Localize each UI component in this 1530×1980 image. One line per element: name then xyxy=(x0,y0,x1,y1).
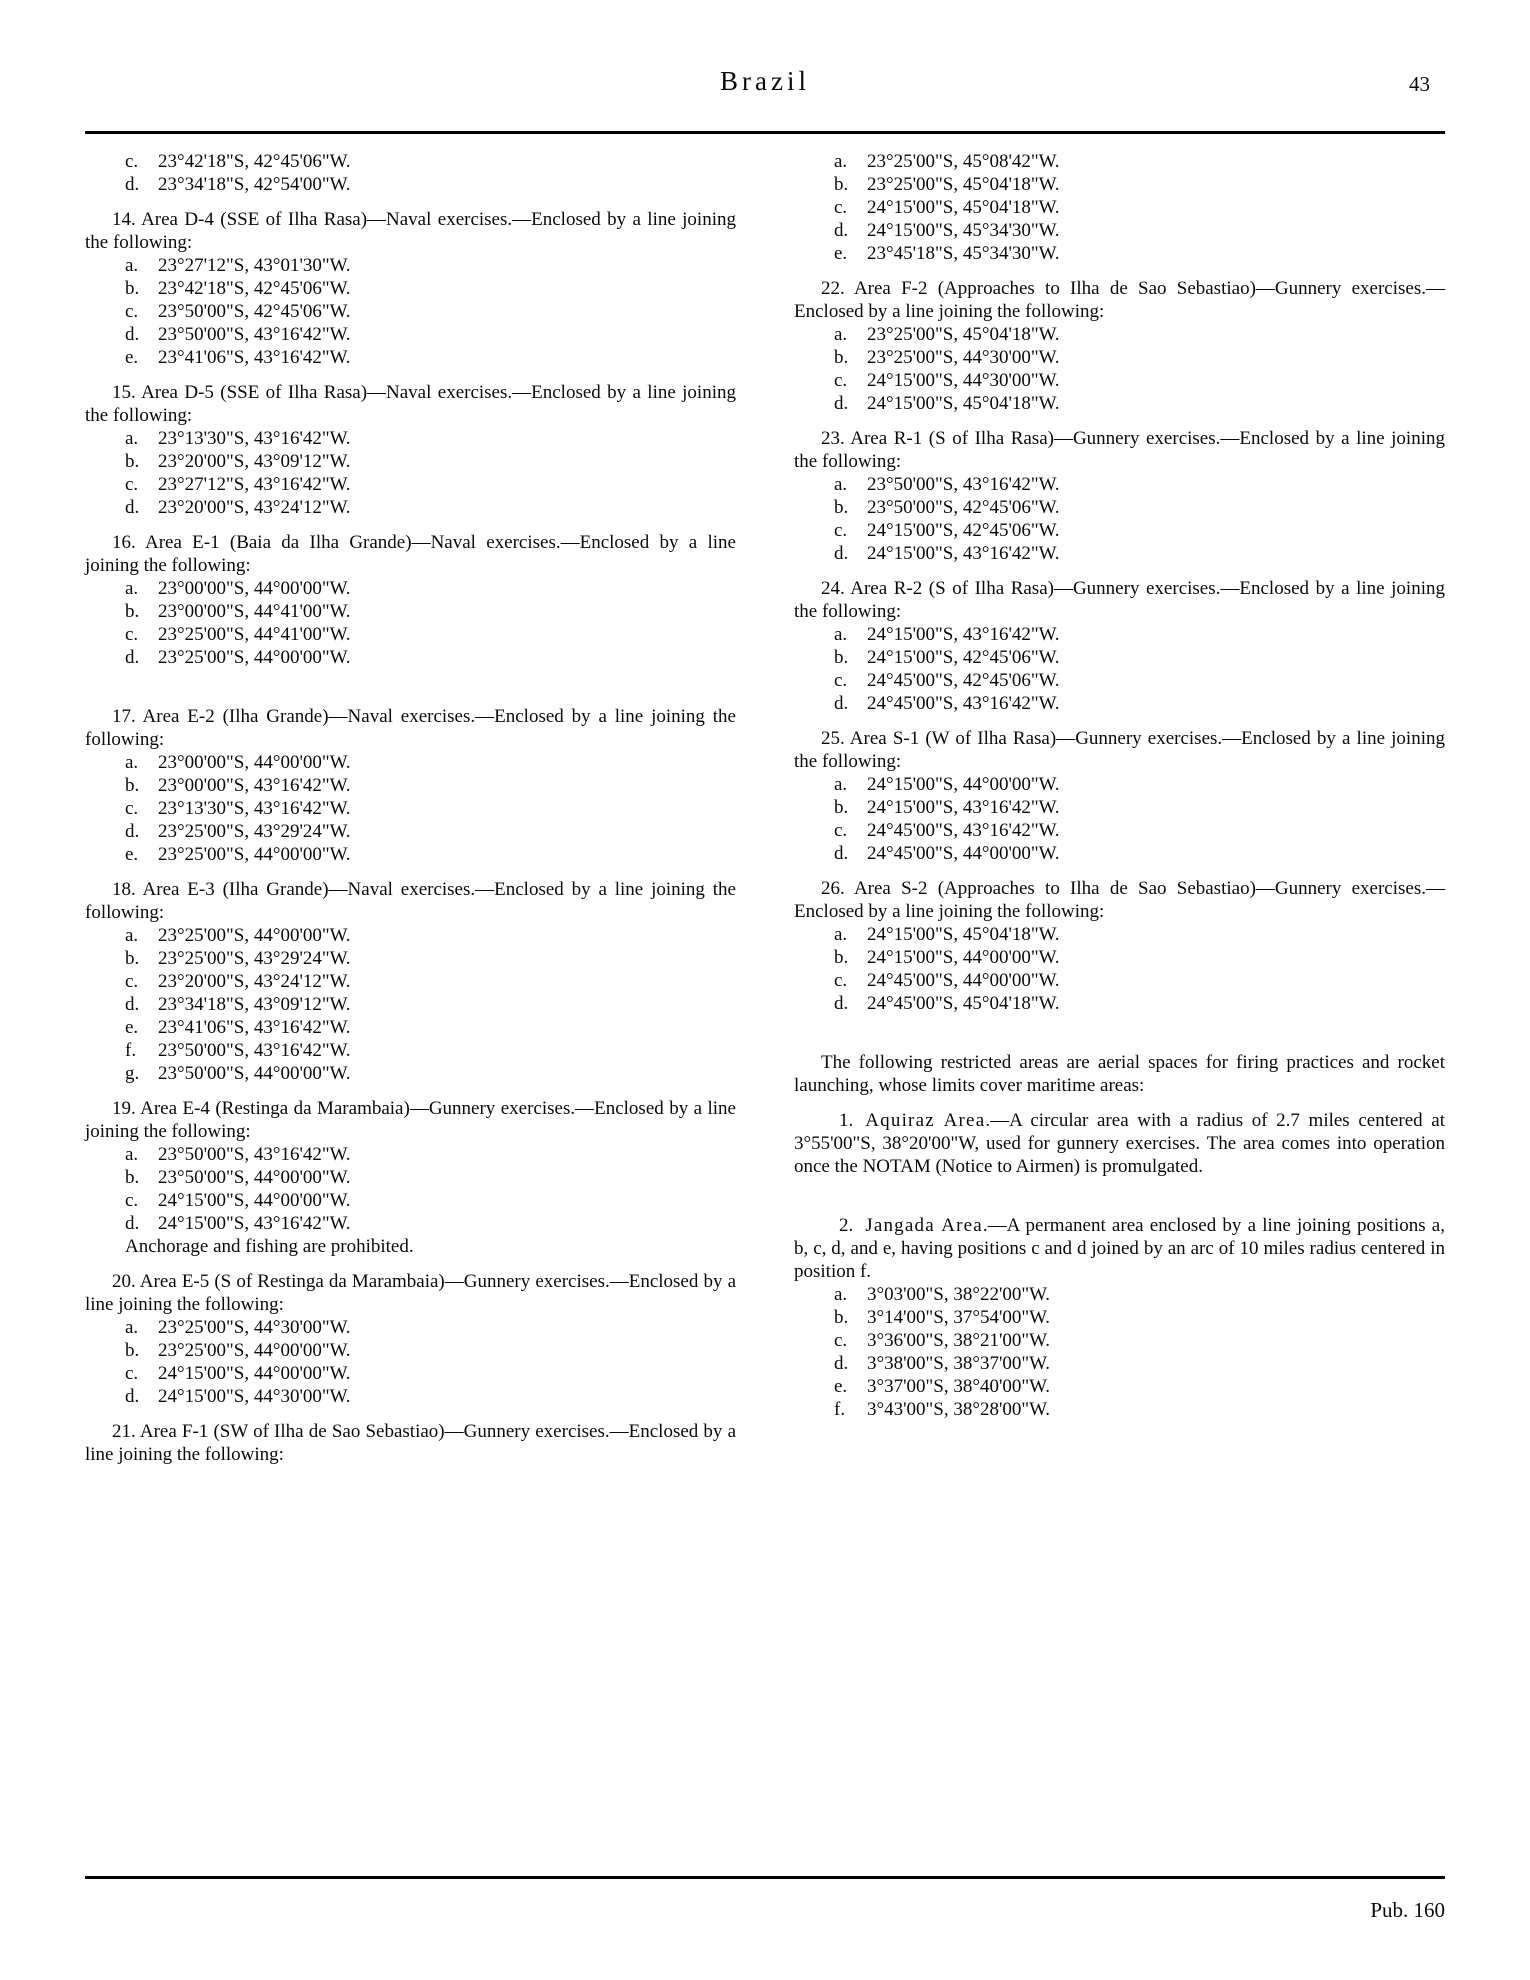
coordinate-value: 3°37'00"S, 38°40'00"W. xyxy=(867,1376,1051,1397)
coordinate-value: 23°41'06"S, 43°16'42"W. xyxy=(158,347,351,368)
coordinate-line xyxy=(794,842,1445,865)
coordinate-value: 24°45'00"S, 44°00'00"W. xyxy=(867,843,1060,864)
section-block xyxy=(794,577,1445,715)
coordinate-value: 24°15'00"S, 44°00'00"W. xyxy=(867,774,1060,795)
area-text: .—A circular area with a radius of 2.7 miles centered at 3°55'00"S, 38°20'00"W, used for gunnery exercises. The area comes into operation once the NOTAM (Notice to Airmen) is promulgated. xyxy=(794,1110,1445,1177)
coordinate-label: b. xyxy=(125,1167,140,1188)
coordinate-line xyxy=(85,1385,736,1408)
coordinate-label: d. xyxy=(125,647,140,668)
coordinate-value: 23°50'00"S, 43°16'42"W. xyxy=(158,1040,351,1061)
section-intro: 19. Area E-4 (Restinga da Marambaia)—Gunnery exercises.—Enclosed by a line joining the following: xyxy=(85,1098,736,1142)
coordinate-line xyxy=(85,820,736,843)
coordinate-line xyxy=(85,323,736,346)
coordinate-label: a. xyxy=(125,1317,139,1338)
coordinate-line xyxy=(794,669,1445,692)
coordinate-value: 23°50'00"S, 43°16'42"W. xyxy=(158,324,351,345)
coordinate-line xyxy=(85,600,736,623)
coordinate-value: 24°15'00"S, 45°04'18"W. xyxy=(867,924,1060,945)
coordinate-label: d. xyxy=(125,994,140,1015)
coordinate-label: e. xyxy=(125,1017,139,1038)
coordinate-value: 23°00'00"S, 43°16'42"W. xyxy=(158,775,351,796)
coordinate-value: 24°45'00"S, 43°16'42"W. xyxy=(867,693,1060,714)
area-name: Jangada Area xyxy=(865,1215,983,1236)
coordinate-line xyxy=(85,450,736,473)
section-block xyxy=(85,208,736,369)
coordinate-label: d. xyxy=(125,821,140,842)
coordinate-line xyxy=(794,242,1445,265)
coordinate-value: 23°25'00"S, 45°04'18"W. xyxy=(867,324,1060,345)
coordinate-line xyxy=(794,1329,1445,1352)
coords-block xyxy=(794,150,1445,265)
coordinate-label: c. xyxy=(125,301,139,322)
coordinate-label: d. xyxy=(834,1353,849,1374)
column-left xyxy=(85,150,736,1466)
coordinate-label: c. xyxy=(125,798,139,819)
coordinate-value: 24°45'00"S, 42°45'06"W. xyxy=(867,670,1060,691)
coordinate-label: a. xyxy=(834,474,848,495)
area-name: Aquiraz Area xyxy=(865,1110,986,1131)
section-block xyxy=(85,531,736,669)
footer-rule xyxy=(85,1876,1445,1879)
coordinate-label: c. xyxy=(125,474,139,495)
coordinate-line xyxy=(794,1375,1445,1398)
section-intro: 22. Area F-2 (Approaches to Ilha de Sao Sebastiao)—Gunnery exercises.—Enclosed by a line joining the following: xyxy=(794,278,1445,322)
coordinate-value: 24°15'00"S, 44°00'00"W. xyxy=(867,947,1060,968)
coordinate-line xyxy=(85,1316,736,1339)
coordinate-label: b. xyxy=(125,451,140,472)
coordinate-value: 24°45'00"S, 44°00'00"W. xyxy=(867,970,1060,991)
coordinate-line xyxy=(85,254,736,277)
coordinate-line xyxy=(85,173,736,196)
coordinate-value: 23°50'00"S, 43°16'42"W. xyxy=(867,474,1060,495)
coordinate-label: e. xyxy=(125,347,139,368)
coordinate-value: 24°15'00"S, 44°30'00"W. xyxy=(867,370,1060,391)
coordinate-label: d. xyxy=(834,543,849,564)
coordinate-label: e. xyxy=(125,844,139,865)
coordinate-value: 23°27'12"S, 43°16'42"W. xyxy=(158,474,351,495)
coordinate-label: b. xyxy=(834,497,849,518)
coordinate-line xyxy=(85,623,736,646)
section-block xyxy=(85,878,736,1085)
coordinate-line xyxy=(85,774,736,797)
coordinate-line xyxy=(794,623,1445,646)
coordinate-value: 23°13'30"S, 43°16'42"W. xyxy=(158,428,351,449)
coordinate-label: d. xyxy=(834,220,849,241)
coordinate-label: b. xyxy=(834,947,849,968)
coordinate-label: a. xyxy=(834,624,848,645)
coordinate-line xyxy=(794,346,1445,369)
coordinate-line xyxy=(85,751,736,774)
body-paragraph: The following restricted areas are aerial spaces for firing practices and rocket launching, whose limits cover maritime areas: xyxy=(794,1052,1445,1096)
coordinate-label: b. xyxy=(834,647,849,668)
coordinate-line xyxy=(85,646,736,669)
coordinate-line xyxy=(85,1339,736,1362)
coordinate-value: 24°15'00"S, 42°45'06"W. xyxy=(867,520,1060,541)
coordinate-label: c. xyxy=(125,624,139,645)
coordinate-label: a. xyxy=(834,774,848,795)
coordinate-value: 23°25'00"S, 44°00'00"W. xyxy=(158,844,351,865)
section-intro: 16. Area E-1 (Baia da Ilha Grande)—Naval exercises.—Enclosed by a line joining the following: xyxy=(85,532,736,576)
coordinate-line xyxy=(794,923,1445,946)
section-block xyxy=(85,705,736,866)
coordinate-line xyxy=(85,346,736,369)
coordinate-label: c. xyxy=(125,971,139,992)
page-number: 43 xyxy=(1409,72,1430,96)
coordinate-label: d. xyxy=(125,174,140,195)
coordinate-label: c. xyxy=(834,370,848,391)
coordinate-label: a. xyxy=(834,324,848,345)
coordinate-value: 3°36'00"S, 38°21'00"W. xyxy=(867,1330,1051,1351)
coordinate-value: 23°34'18"S, 43°09'12"W. xyxy=(158,994,351,1015)
item-number: 2. xyxy=(839,1215,854,1236)
coordinate-line xyxy=(85,577,736,600)
coordinate-label: a. xyxy=(125,578,139,599)
coordinate-line xyxy=(85,1039,736,1062)
coordinate-label: a. xyxy=(125,752,139,773)
coordinate-value: 23°50'00"S, 43°16'42"W. xyxy=(158,1144,351,1165)
coordinate-value: 23°42'18"S, 42°45'06"W. xyxy=(158,151,351,172)
coordinate-line xyxy=(85,473,736,496)
coordinate-label: c. xyxy=(834,1330,848,1351)
section-intro: 21. Area F-1 (SW of Ilha de Sao Sebastiao)—Gunnery exercises.—Enclosed by a line joining the following: xyxy=(85,1421,736,1465)
coordinate-value: 23°25'00"S, 44°00'00"W. xyxy=(158,647,351,668)
coordinate-line xyxy=(85,150,736,173)
paragraph-block xyxy=(794,1051,1445,1097)
coordinate-value: 23°25'00"S, 44°00'00"W. xyxy=(158,925,351,946)
item-number: 1. xyxy=(839,1110,854,1131)
coordinate-line xyxy=(794,323,1445,346)
column-right xyxy=(794,150,1445,1466)
coordinate-value: 3°14'00"S, 37°54'00"W. xyxy=(867,1307,1051,1328)
coordinate-line xyxy=(85,924,736,947)
coordinate-line xyxy=(794,946,1445,969)
coordinate-line xyxy=(794,1352,1445,1375)
section-intro: 18. Area E-3 (Ilha Grande)—Naval exercises.—Enclosed by a line joining the following: xyxy=(85,879,736,923)
coordinate-label: a. xyxy=(125,428,139,449)
coordinate-label: a. xyxy=(125,1144,139,1165)
coordinate-line xyxy=(85,1143,736,1166)
coordinate-value: 23°25'00"S, 43°29'24"W. xyxy=(158,821,351,842)
coordinate-value: 23°25'00"S, 44°30'00"W. xyxy=(158,1317,351,1338)
section-intro: 15. Area D-5 (SSE of Ilha Rasa)—Naval exercises.—Enclosed by a line joining the following: xyxy=(85,382,736,426)
section-intro: 26. Area S-2 (Approaches to Ilha de Sao Sebastiao)—Gunnery exercises.—Enclosed by a line joining the following: xyxy=(794,878,1445,922)
coordinate-label: a. xyxy=(834,924,848,945)
coordinate-label: c. xyxy=(834,197,848,218)
coordinate-value: 23°25'00"S, 45°08'42"W. xyxy=(867,151,1060,172)
coordinate-value: 24°15'00"S, 44°00'00"W. xyxy=(158,1190,351,1211)
coordinate-value: 3°38'00"S, 38°37'00"W. xyxy=(867,1353,1051,1374)
coordinate-line xyxy=(85,1362,736,1385)
coords-block xyxy=(85,150,736,196)
section-block xyxy=(794,877,1445,1015)
coordinate-line xyxy=(85,797,736,820)
coordinate-value: 23°50'00"S, 44°00'00"W. xyxy=(158,1063,351,1084)
section-intro: 24. Area R-2 (S of Ilha Rasa)—Gunnery exercises.—Enclosed by a line joining the following: xyxy=(794,578,1445,622)
coordinate-value: 24°15'00"S, 44°00'00"W. xyxy=(158,1363,351,1384)
publication-number: Pub. 160 xyxy=(1370,1898,1445,1922)
coordinate-line xyxy=(794,692,1445,715)
coordinate-value: 23°25'00"S, 44°30'00"W. xyxy=(867,347,1060,368)
coordinate-value: 3°43'00"S, 38°28'00"W. xyxy=(867,1399,1051,1420)
section-intro: 25. Area S-1 (W of Ilha Rasa)—Gunnery exercises.—Enclosed by a line joining the following: xyxy=(794,728,1445,772)
numbered-block xyxy=(794,1109,1445,1178)
aerial-area-paragraph xyxy=(794,1109,1445,1178)
coordinate-line xyxy=(794,496,1445,519)
coordinate-value: 23°34'18"S, 42°54'00"W. xyxy=(158,174,351,195)
section-block xyxy=(85,1420,736,1466)
section-block xyxy=(794,727,1445,865)
coordinate-label: c. xyxy=(125,1363,139,1384)
section-block xyxy=(794,427,1445,565)
coordinate-label: b. xyxy=(125,278,140,299)
coordinate-label: d. xyxy=(834,843,849,864)
coordinate-line xyxy=(794,150,1445,173)
coordinate-value: 23°45'18"S, 45°34'30"W. xyxy=(867,243,1060,264)
page-title: Brazil xyxy=(720,66,810,96)
coordinate-value: 24°15'00"S, 44°30'00"W. xyxy=(158,1386,351,1407)
coordinate-label: c. xyxy=(834,520,848,541)
coordinate-label: b. xyxy=(125,601,140,622)
coordinate-value: 23°25'00"S, 44°00'00"W. xyxy=(158,1340,351,1361)
coordinate-value: 23°25'00"S, 45°04'18"W. xyxy=(867,174,1060,195)
coordinate-label: c. xyxy=(125,1190,139,1211)
coordinate-value: 23°25'00"S, 43°29'24"W. xyxy=(158,948,351,969)
coordinate-label: d. xyxy=(125,1386,140,1407)
coordinate-label: d. xyxy=(125,1213,140,1234)
coordinate-line xyxy=(85,970,736,993)
coordinate-line xyxy=(794,992,1445,1015)
coordinate-line xyxy=(794,173,1445,196)
section-intro: 14. Area D-4 (SSE of Ilha Rasa)—Naval exercises.—Enclosed by a line joining the following: xyxy=(85,209,736,253)
coordinate-label: f. xyxy=(834,1399,846,1420)
coordinate-value: 23°00'00"S, 44°41'00"W. xyxy=(158,601,351,622)
coordinate-line xyxy=(794,196,1445,219)
section-block xyxy=(85,381,736,519)
coordinate-line xyxy=(85,947,736,970)
section-intro: 23. Area R-1 (S of Ilha Rasa)—Gunnery exercises.—Enclosed by a line joining the following: xyxy=(794,428,1445,472)
coordinate-line xyxy=(794,1306,1445,1329)
coordinate-value: 23°20'00"S, 43°24'12"W. xyxy=(158,971,351,992)
coordinate-value: 23°20'00"S, 43°24'12"W. xyxy=(158,497,351,518)
coordinate-value: 24°15'00"S, 43°16'42"W. xyxy=(158,1213,351,1234)
coordinate-value: 23°27'12"S, 43°01'30"W. xyxy=(158,255,351,276)
coordinate-value: 23°42'18"S, 42°45'06"W. xyxy=(158,278,351,299)
coordinate-line xyxy=(794,1283,1445,1306)
coordinate-label: c. xyxy=(834,670,848,691)
coordinate-line xyxy=(794,473,1445,496)
coordinate-value: 24°15'00"S, 43°16'42"W. xyxy=(867,624,1060,645)
coordinate-line xyxy=(794,969,1445,992)
coordinate-label: g. xyxy=(125,1063,140,1084)
coordinate-value: 23°00'00"S, 44°00'00"W. xyxy=(158,578,351,599)
coordinate-value: 24°15'00"S, 45°04'18"W. xyxy=(867,393,1060,414)
coordinate-value: 24°45'00"S, 45°04'18"W. xyxy=(867,993,1060,1014)
coordinate-value: 24°15'00"S, 45°04'18"W. xyxy=(867,197,1060,218)
coordinate-value: 23°13'30"S, 43°16'42"W. xyxy=(158,798,351,819)
coordinate-line xyxy=(794,819,1445,842)
coordinate-line xyxy=(85,1016,736,1039)
coordinate-value: 24°15'00"S, 42°45'06"W. xyxy=(867,647,1060,668)
coordinate-label: d. xyxy=(834,393,849,414)
coordinate-label: c. xyxy=(125,151,139,172)
coordinate-value: 23°20'00"S, 43°09'12"W. xyxy=(158,451,351,472)
coordinate-line xyxy=(794,519,1445,542)
coordinate-label: b. xyxy=(834,347,849,368)
coordinate-label: b. xyxy=(834,1307,849,1328)
coordinate-line xyxy=(85,496,736,519)
coordinate-line xyxy=(794,773,1445,796)
coordinate-label: c. xyxy=(834,970,848,991)
coordinate-label: d. xyxy=(125,497,140,518)
coordinate-label: d. xyxy=(834,993,849,1014)
coordinate-label: e. xyxy=(834,1376,848,1397)
section-block xyxy=(794,277,1445,415)
page-content xyxy=(85,150,1445,1466)
coordinate-label: b. xyxy=(125,775,140,796)
coordinate-line xyxy=(85,1062,736,1085)
coordinate-value: 23°50'00"S, 44°00'00"W. xyxy=(158,1167,351,1188)
coordinate-line xyxy=(794,219,1445,242)
header-rule xyxy=(85,131,1445,134)
coordinate-line xyxy=(85,1166,736,1189)
coordinate-line xyxy=(85,843,736,866)
coordinate-label: b. xyxy=(125,1340,140,1361)
coordinate-label: b. xyxy=(834,797,849,818)
section-block xyxy=(85,1270,736,1408)
coordinate-value: 3°03'00"S, 38°22'00"W. xyxy=(867,1284,1051,1305)
coordinate-value: 23°41'06"S, 43°16'42"W. xyxy=(158,1017,351,1038)
coordinate-line xyxy=(794,369,1445,392)
coordinate-label: b. xyxy=(125,948,140,969)
coordinate-line xyxy=(85,300,736,323)
coordinate-label: c. xyxy=(834,820,848,841)
coordinate-label: a. xyxy=(125,255,139,276)
coordinate-value: 23°50'00"S, 42°45'06"W. xyxy=(867,497,1060,518)
coordinate-line xyxy=(794,646,1445,669)
coordinate-value: 24°15'00"S, 43°16'42"W. xyxy=(867,543,1060,564)
coordinate-label: d. xyxy=(834,693,849,714)
coordinate-label: a. xyxy=(834,1284,848,1305)
coordinate-line xyxy=(85,1212,736,1235)
section-intro: 20. Area E-5 (S of Restinga da Marambaia)—Gunnery exercises.—Enclosed by a line joining the following: xyxy=(85,1271,736,1315)
section-intro: 17. Area E-2 (Ilha Grande)—Naval exercises.—Enclosed by a line joining the following: xyxy=(85,706,736,750)
coordinate-line xyxy=(85,277,736,300)
coordinate-line xyxy=(85,427,736,450)
coordinate-line xyxy=(794,542,1445,565)
coordinate-value: 24°45'00"S, 43°16'42"W. xyxy=(867,820,1060,841)
coordinate-line xyxy=(794,796,1445,819)
coordinate-value: 24°15'00"S, 43°16'42"W. xyxy=(867,797,1060,818)
coordinate-value: 23°50'00"S, 42°45'06"W. xyxy=(158,301,351,322)
section-block xyxy=(85,1097,736,1258)
section-note: Anchorage and fishing are prohibited. xyxy=(125,1236,414,1257)
coordinate-label: e. xyxy=(834,243,848,264)
coordinate-value: 24°15'00"S, 45°34'30"W. xyxy=(867,220,1060,241)
coordinate-line xyxy=(794,1398,1445,1421)
coordinate-label: a. xyxy=(834,151,848,172)
area-text: .—A permanent area enclosed by a line joining positions a, b, c, d, and e, having positions c and d joined by an arc of 10 miles radius centered in position f. xyxy=(794,1215,1445,1282)
coordinate-line xyxy=(85,1189,736,1212)
aerial-area-paragraph xyxy=(794,1214,1445,1283)
coordinate-value: 23°00'00"S, 44°00'00"W. xyxy=(158,752,351,773)
coordinate-line xyxy=(794,392,1445,415)
coordinate-value: 23°25'00"S, 44°41'00"W. xyxy=(158,624,351,645)
coordinate-label: b. xyxy=(834,174,849,195)
numbered-block xyxy=(794,1214,1445,1421)
coordinate-label: d. xyxy=(125,324,140,345)
coordinate-label: f. xyxy=(125,1040,137,1061)
coordinate-label: a. xyxy=(125,925,139,946)
coordinate-line xyxy=(85,993,736,1016)
